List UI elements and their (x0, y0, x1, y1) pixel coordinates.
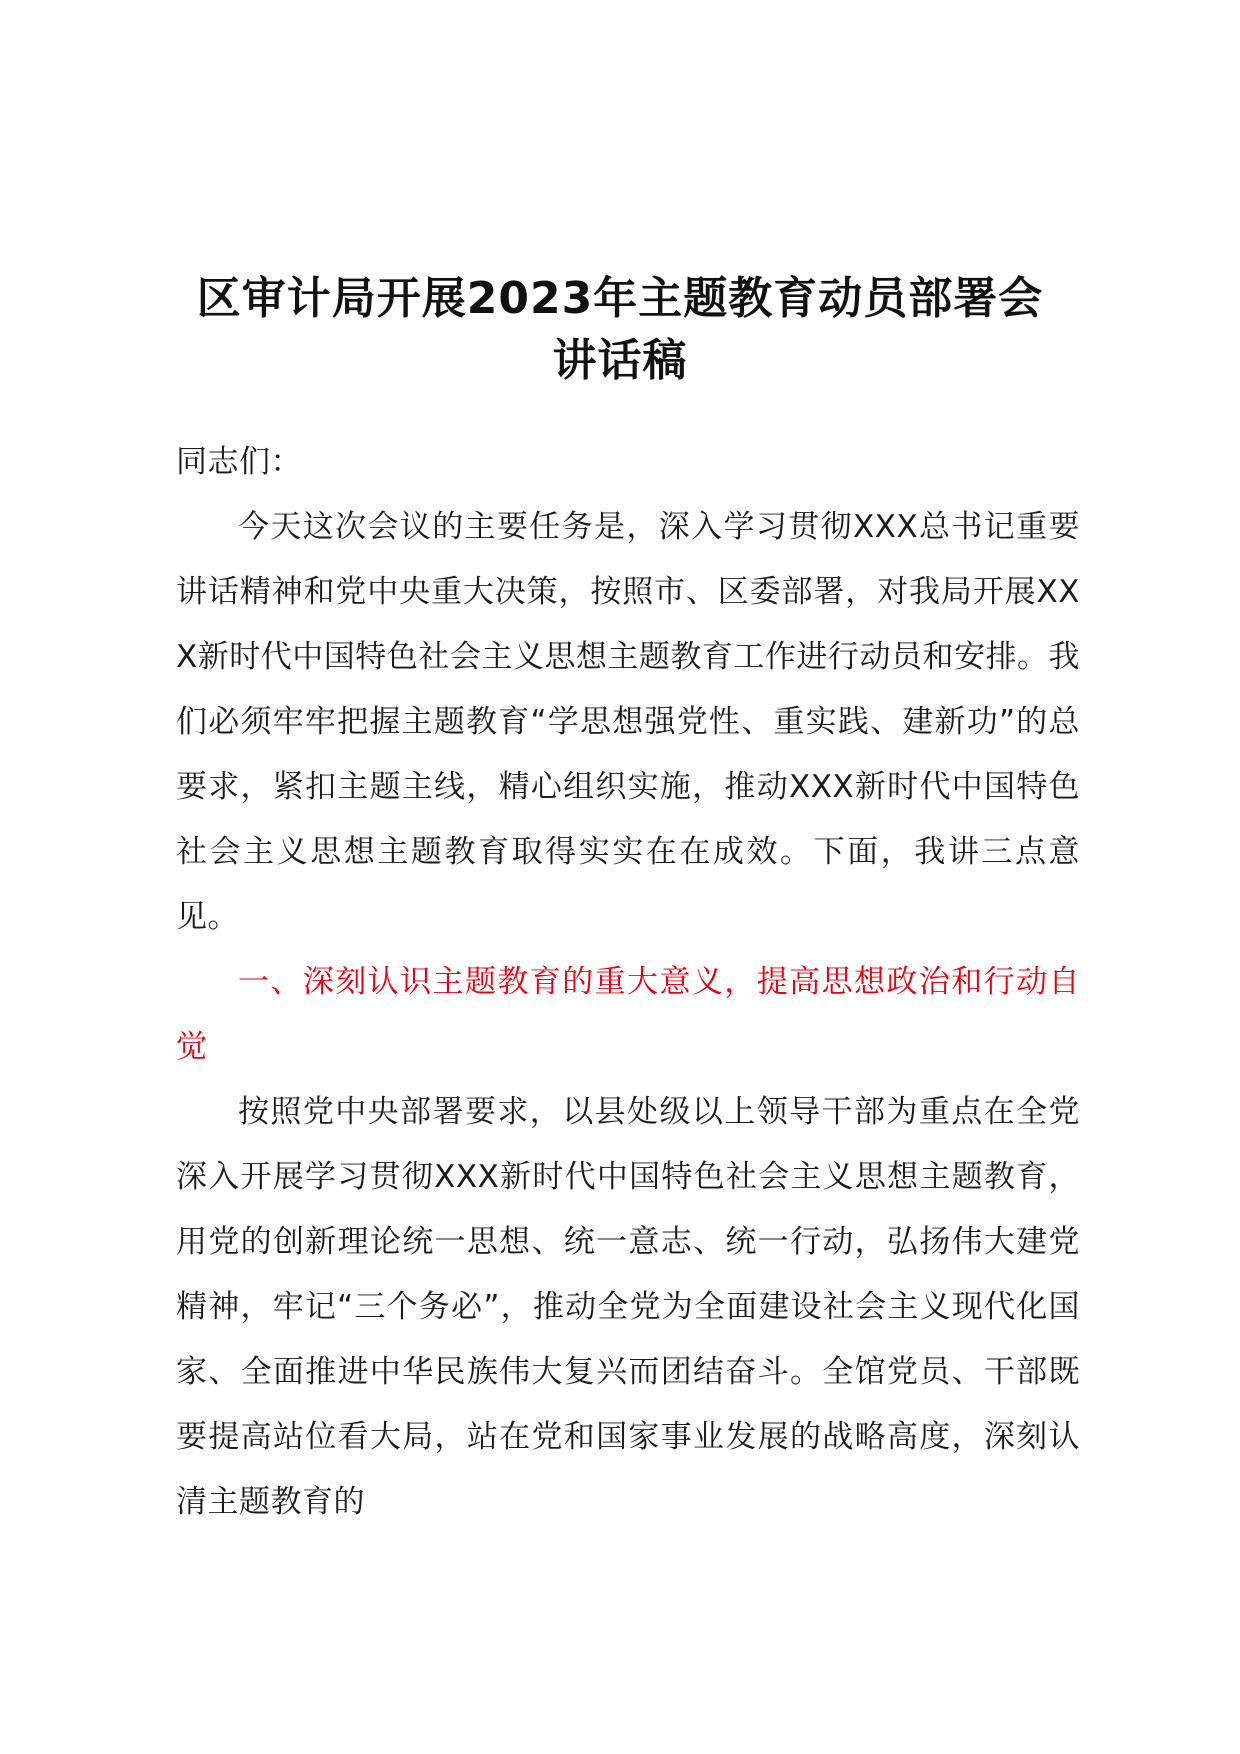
section-heading-1: 一、深刻认识主题教育的重大意义，提高思想政治和行动自觉 (176, 964, 1080, 1065)
document-body (176, 430, 1080, 1535)
title-line-1: 区审计局开展2023年主题教育动员部署会 (196, 273, 1044, 324)
paragraph-section-1: 按照党中央部署要求，以县处级以上领导干部为重点在全党深入开展学习贯彻XXX新时代中国特色社会主义思想主题教育，用党的创新理论统一思想、统一意志、统一行动，弘扬伟大建党精神，牢记“三个务必”，推动全党为全面建设社会主义现代化国家、全面推进中华民族伟大复兴而团结奋斗。全馆党员、干部既要提高站位看大局，站在党和国家事业发展的战略高度，深刻认清主题教育的 (176, 1094, 1080, 1520)
document-title (140, 268, 1100, 392)
salutation: 同志们： (176, 444, 302, 480)
paragraph-intro: 今天这次会议的主要任务是，深入学习贯彻XXX总书记重要讲话精神和党中央重大决策，按照市、区委部署，对我局开展XXX新时代中国特色社会主义思想主题教育工作进行动员和安排。我们必须牢牢把握主题教育“学思想强党性、重实践、建新功”的总要求，紧扣主题主线，精心组织实施，推动XXX新时代中国特色社会主义思想主题教育取得实实在在成效。下面，我讲三点意见。 (176, 509, 1080, 935)
title-line-2: 讲话稿 (552, 335, 688, 386)
